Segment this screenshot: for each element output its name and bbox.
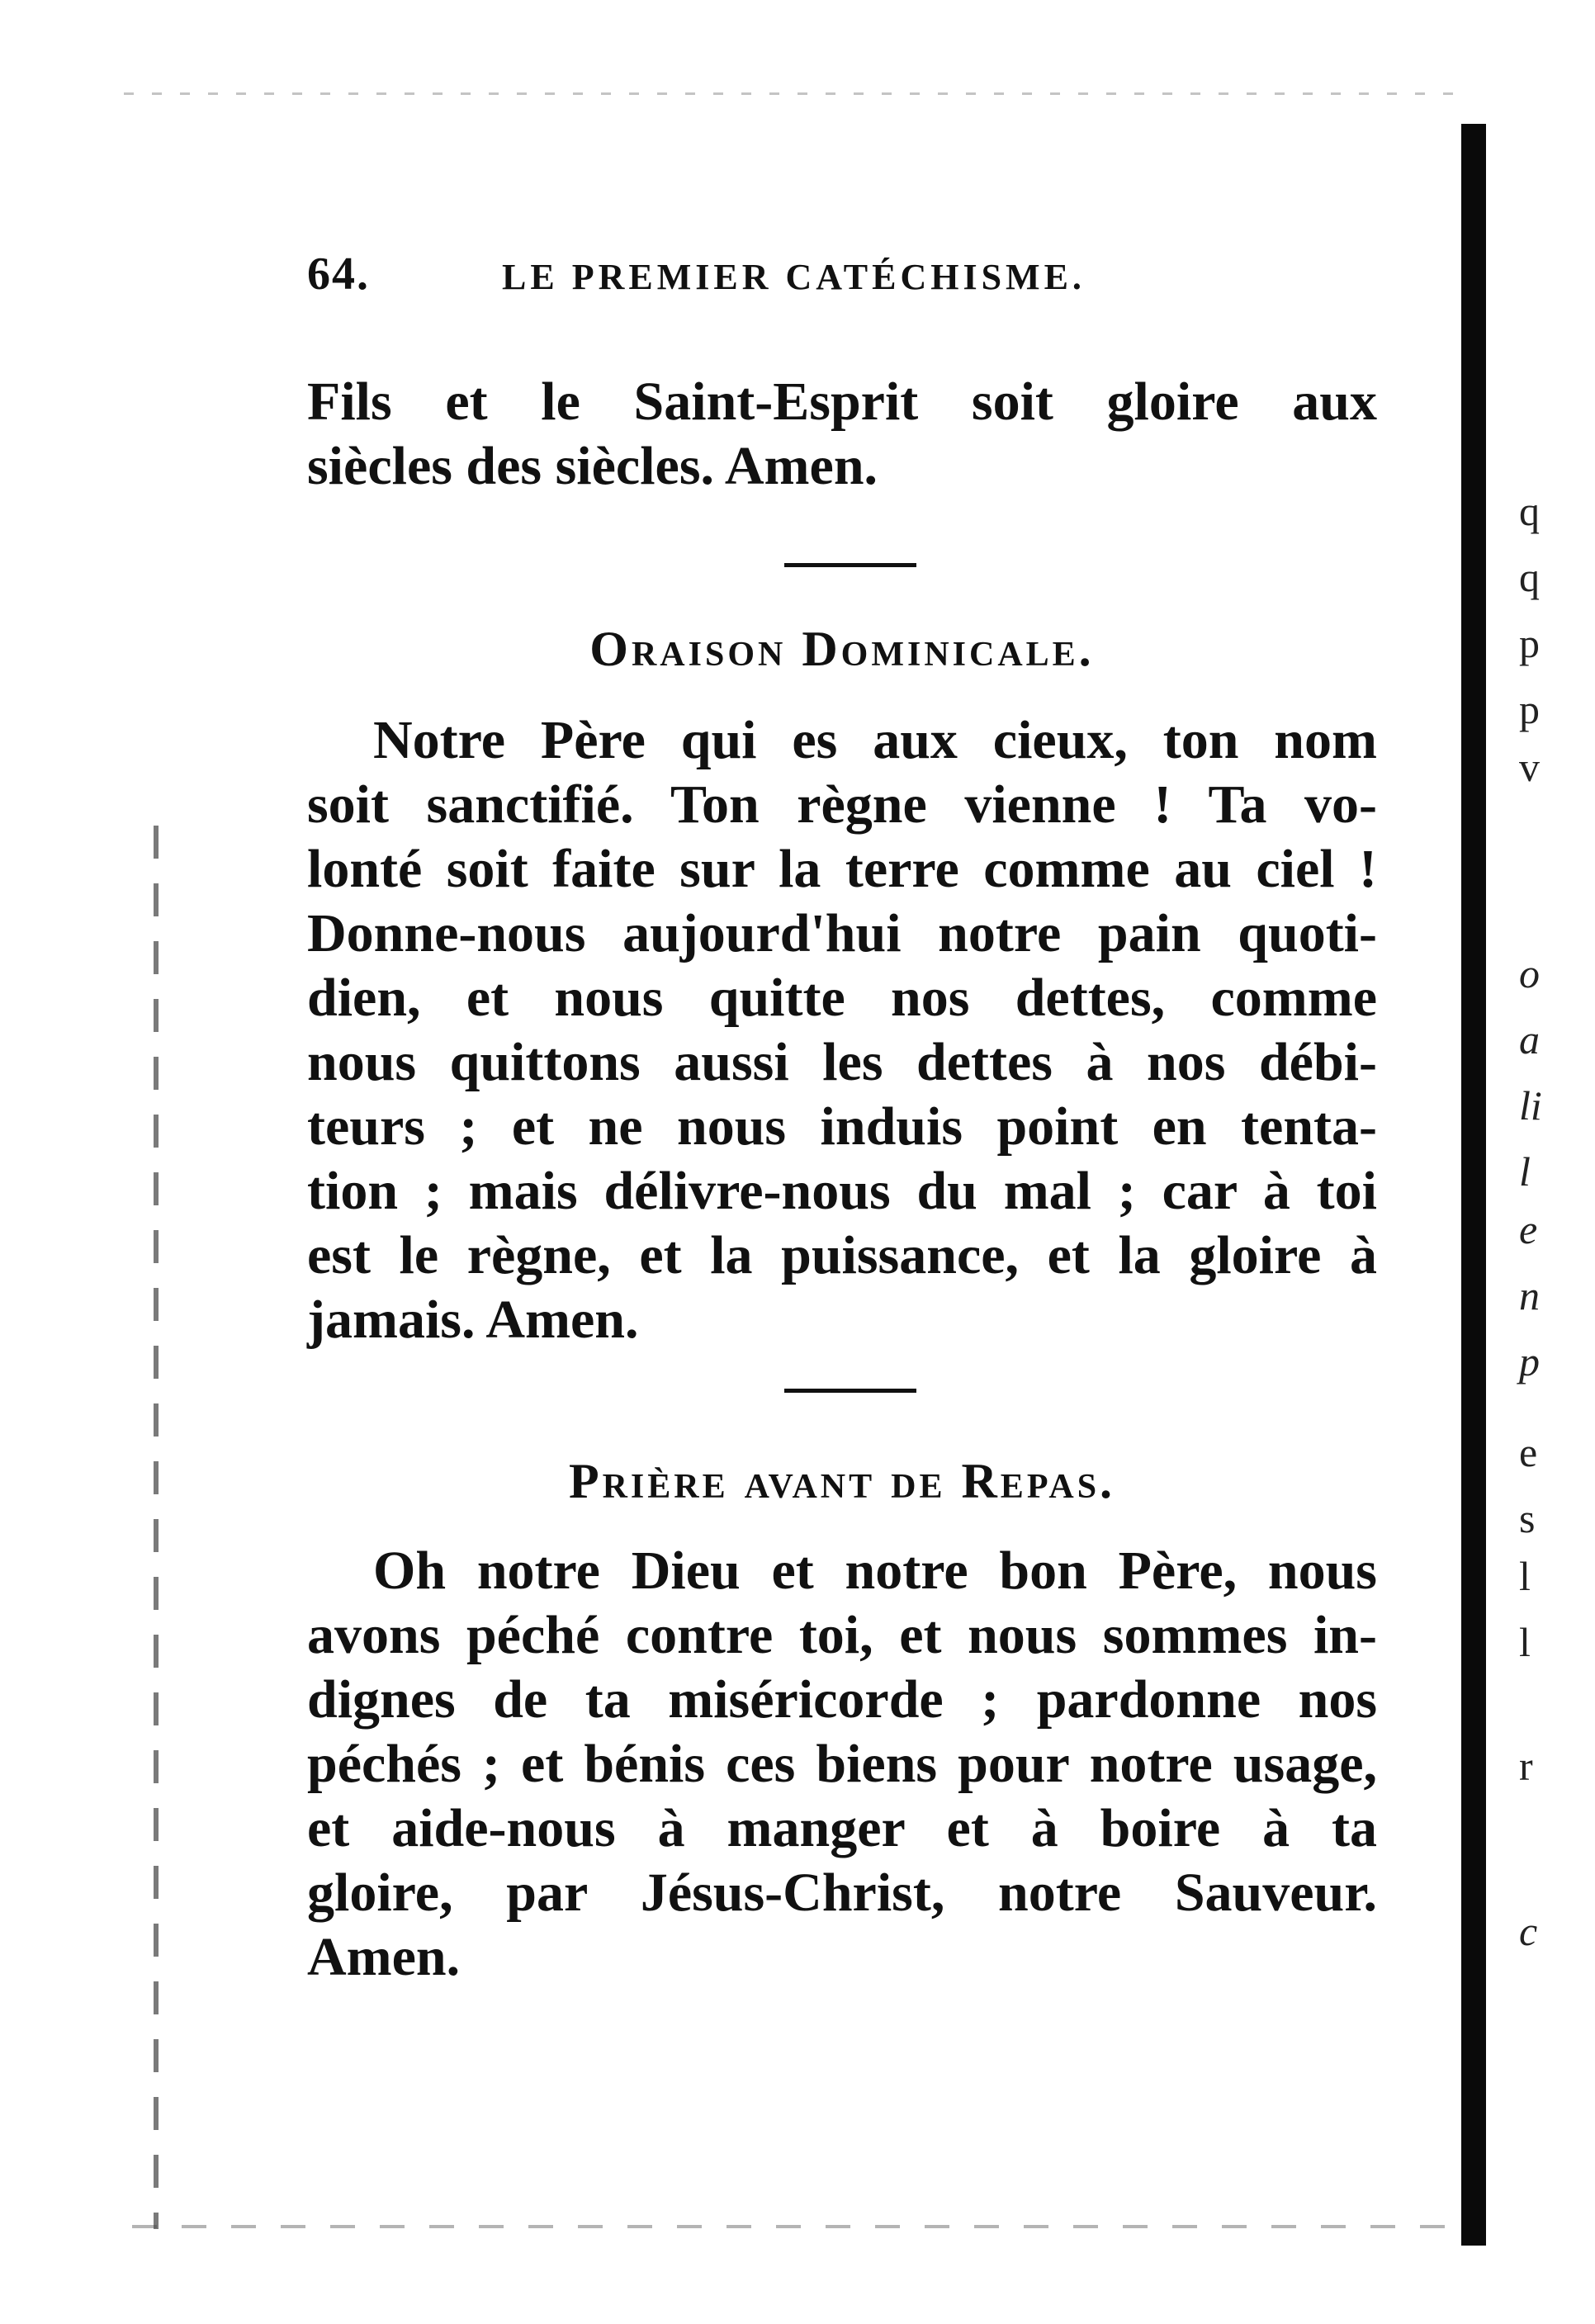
margin-fragment: p [1519,1338,1540,1384]
text-line: nous quittons aussi les dettes à nos débi- [307,1032,1377,1092]
text-line: lonté soit faite sur la terre comme au ciel ! [307,839,1377,899]
section-heading-oraison: Oraison Dominicale. [589,622,1095,676]
text-line: dien, et nous quitte nos dettes, comme [307,968,1377,1028]
section-separator [784,1389,916,1393]
margin-fragment: e [1519,1206,1538,1252]
text-line: Amen. [307,1927,461,1987]
text-line: Fils et le Saint-Esprit soit gloire aux [307,372,1377,432]
binding-shadow [1461,124,1486,2246]
left-edge-rule [154,826,159,2229]
margin-fragment: c [1519,1908,1538,1954]
section-heading-priere: Prière avant de Repas. [568,1454,1116,1508]
margin-fragment: li [1519,1082,1542,1129]
text-line: péchés ; et bénis ces biens pour notre usage, [307,1734,1377,1794]
margin-fragment: l [1519,1619,1531,1665]
top-edge-rule [124,92,1461,95]
text-line: tion ; mais délivre-nous du mal ; car à toi [307,1161,1377,1221]
margin-fragment: v [1519,744,1540,790]
text-line: gloire, par Jésus-Christ, notre Sauveur. [307,1863,1377,1923]
text-line: soit sanctifié. Ton règne vienne ! Ta vo- [307,774,1377,835]
margin-fragment: q [1519,488,1540,534]
margin-fragment: s [1519,1495,1536,1541]
bottom-edge-rule [132,2225,1453,2228]
margin-fragment: n [1519,1272,1540,1318]
text-line: Oh notre Dieu et notre bon Père, nous [373,1541,1377,1601]
book-title: LE PREMIER CATÉCHISME. [502,257,1086,297]
text-line: Notre Père qui es aux cieux, ton nom [373,710,1377,770]
text-line: avons péché contre toi, et nous sommes in- [307,1605,1377,1665]
text-line: Donne-nous aujourd'hui notre pain quoti- [307,903,1377,963]
paragraph-oraison [307,708,1377,1352]
margin-fragment: a [1519,1016,1540,1063]
margin-fragment: p [1519,620,1540,666]
page-number: 64. [307,248,370,300]
margin-fragment: p [1519,686,1540,732]
margin-fragment: l [1519,1553,1531,1599]
text-line: et aide-nous à manger et à boire à ta [307,1798,1377,1858]
margin-fragment: q [1519,554,1540,600]
margin-fragment: o [1519,950,1540,996]
text-line: est le règne, et la puissance, et la gloire à [307,1225,1377,1285]
paragraph-priere [307,1539,1377,1990]
margin-fragment: l [1519,1148,1531,1195]
text-line: dignes de ta miséricorde ; pardonne nos [307,1669,1377,1730]
text-line: siècles des siècles. Amen. [307,436,878,496]
text-line: jamais. Amen. [307,1290,639,1350]
continuation-paragraph [307,370,1377,499]
running-head [307,248,1182,305]
margin-fragment: e [1519,1429,1538,1475]
text-line: teurs ; et ne nous induis point en tenta- [307,1096,1377,1157]
margin-fragment: r [1519,1743,1533,1789]
section-separator [784,563,916,567]
